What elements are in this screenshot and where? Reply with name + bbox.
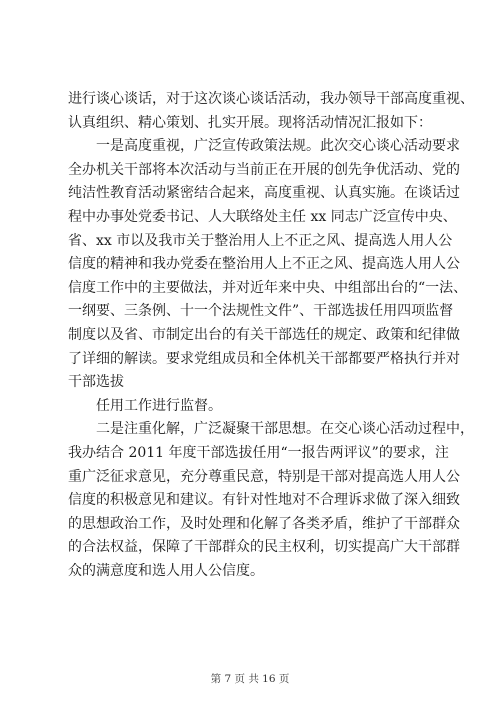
- paragraph-point-one: [68, 135, 468, 395]
- text-line: 信度工作中的主要做法，并对近年来中央、中组部出台的“一法、: [68, 279, 468, 296]
- text-line: 的合法权益，保障了干部群众的民主权利，切实提高广大干部群: [68, 539, 460, 556]
- text-line: 纯洁性教育活动紧密结合起来，高度重视、认真实施。在谈话过: [68, 185, 460, 202]
- text-line: 进行谈心谈话，对于这次谈心谈话活动，我办领导干部高度重视、: [68, 91, 474, 107]
- text-line: 一纲要、三条例、十一个法规性文件”、干部选拔任用四项监督: [68, 303, 454, 320]
- document-body: [68, 88, 474, 583]
- text-line: 省、xx 市以及我市关于整治用人上不正之风、提高选人用人公: [68, 232, 453, 249]
- text-line: 信度的积极意见和建议。有针对性地对不合理诉求做了深入细致: [68, 492, 460, 509]
- paragraph-intro: [68, 88, 474, 135]
- text-line: 程中办事处党委书记、人大联络处主任 xx 同志广泛宣传中央、: [68, 208, 457, 225]
- text-line: 任用工作进行监督。: [96, 397, 222, 414]
- text-line: 众的满意度和选人用人公信度。: [68, 562, 264, 579]
- text-line: 一是高度重视，广泛宣传政策法规。此次交心谈心活动要求: [96, 138, 460, 155]
- text-line: 重广泛征求意见，充分尊重民意，特别是干部对提高选人用人公: [68, 468, 460, 485]
- text-line: 了详细的解读。要求党组成员和全体机关干部都要严格执行并对: [68, 350, 460, 367]
- text-line: 制度以及省、市制定出台的有关干部选任的规定、政策和纪律做: [68, 326, 460, 343]
- text-line: 全办机关干部将本次活动与当前正在开展的创先争优活动、党的: [68, 161, 460, 178]
- text-line: 认真组织、精心策划、扎实开展。现将活动情况汇报如下：: [68, 114, 432, 131]
- text-line: 干部选拔: [68, 374, 124, 391]
- text-line: 信度的精神和我办党委在整治用人上不正之风、提高选人用人公: [68, 256, 460, 273]
- paragraph-continuation: [68, 395, 433, 419]
- text-line: 的思想政治工作，及时处理和化解了各类矛盾，维护了干部群众: [68, 515, 460, 532]
- text-line: 二是注重化解，广泛凝聚干部思想。在交心谈心活动过程中，: [96, 421, 474, 438]
- page-number-footer: 第 7 页 共 16 页: [210, 673, 290, 685]
- paragraph-point-two: [68, 418, 474, 583]
- text-line: 我办结合 2011 年度干部选拔任用“一报告两评议”的要求，注: [68, 444, 449, 461]
